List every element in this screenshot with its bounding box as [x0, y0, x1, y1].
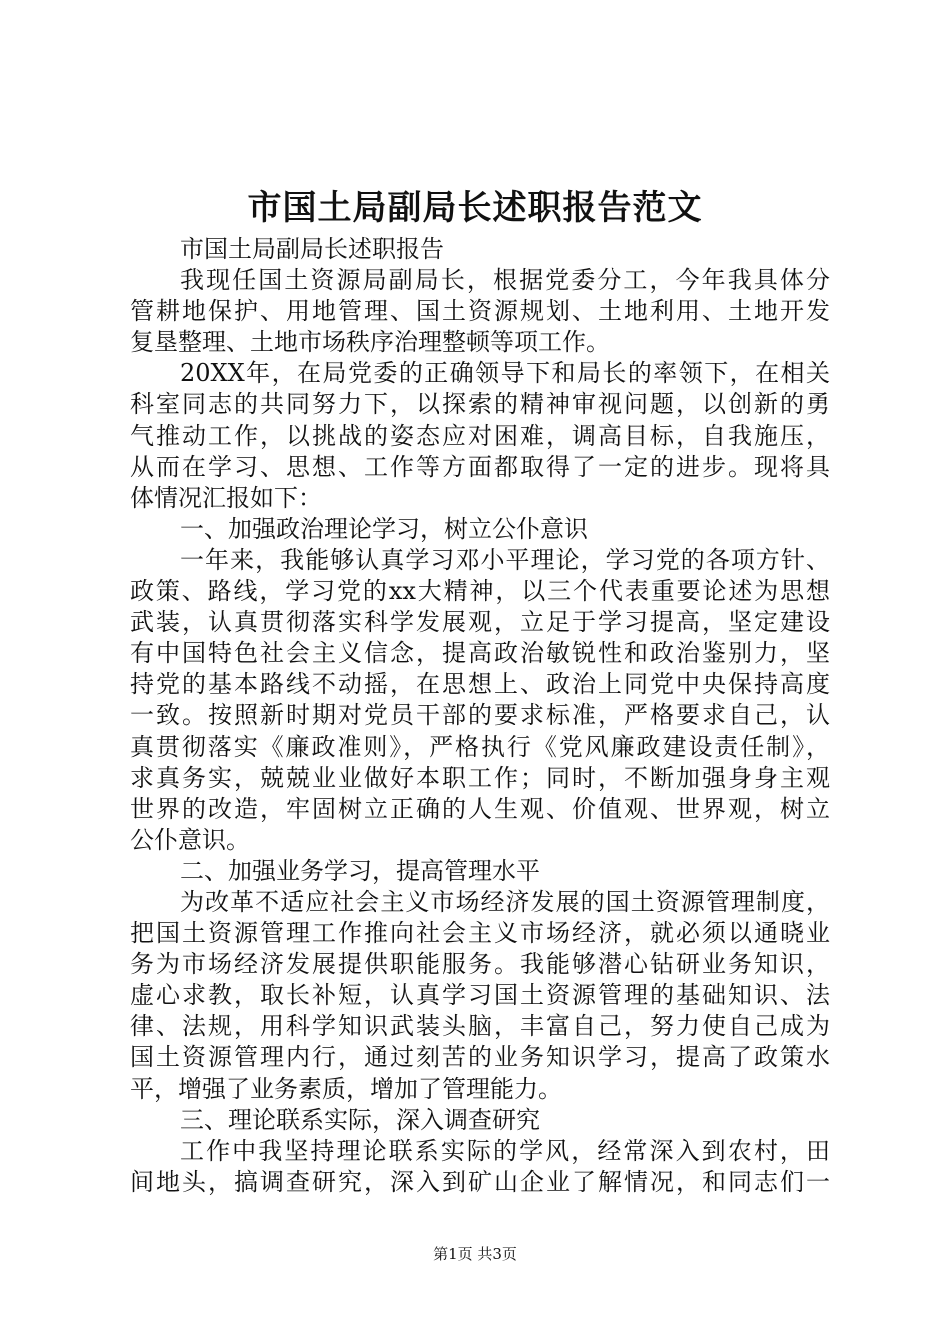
text-line: 气推动工作，以挑战的姿态应对困难，调高目标，自我施压，	[130, 421, 830, 450]
text-line: 律、法规，用科学知识武装头脑，丰富自己，努力使自己成为	[130, 1012, 830, 1041]
text-line: 真贯彻落实《廉政准则》，严格执行《党风廉政建设责任制》，	[130, 732, 830, 761]
text-line: 为改革不适应社会主义市场经济发展的国土资源管理制度，	[180, 887, 830, 916]
text-line: 20XX年，在局党委的正确领导下和局长的率领下，在相关	[180, 359, 830, 388]
text-line: 政策、路线，学习党的xx大精神，以三个代表重要论述为思想	[130, 577, 830, 606]
text-line: 间地头，搞调查研究，深入到矿山企业了解情况，和同志们一	[130, 1167, 830, 1196]
text-line: 管耕地保护、用地管理、国土资源规划、土地利用、土地开发	[130, 297, 830, 326]
text-line: 体情况汇报如下：	[130, 483, 322, 512]
text-line: 二、加强业务学习，提高管理水平	[180, 856, 540, 885]
text-line: 平，增强了业务素质，增加了管理能力。	[130, 1074, 562, 1103]
document-body	[130, 234, 830, 1198]
text-line: 虚心求教，取长补短，认真学习国土资源管理的基础知识、法	[130, 981, 830, 1010]
text-line: 有中国特色社会主义信念，提高政治敏锐性和政治鉴别力，坚	[130, 639, 830, 668]
text-line: 武装，认真贯彻落实科学发展观，立足于学习提高，坚定建设	[130, 608, 830, 637]
text-line: 务为市场经济发展提供职能服务。我能够潜心钻研业务知识，	[130, 950, 830, 979]
text-line: 三、理论联系实际，深入调查研究	[180, 1105, 540, 1134]
text-line: 公仆意识。	[130, 825, 250, 854]
text-line: 市国土局副局长述职报告	[180, 235, 444, 263]
text-line: 持党的基本路线不动摇，在思想上、政治上同党中央保持高度	[130, 670, 830, 699]
text-line: 求真务实，兢兢业业做好本职工作；同时，不断加强身身主观	[130, 763, 830, 792]
text-line: 把国土资源管理工作推向社会主义市场经济，就必须以通晓业	[130, 919, 830, 948]
text-line: 国土资源管理内行，通过刻苦的业务知识学习，提高了政策水	[130, 1043, 830, 1072]
document-title: 市国土局副局长述职报告范文	[247, 188, 703, 228]
text-line: 一、加强政治理论学习，树立公仆意识	[180, 514, 588, 543]
text-line: 工作中我坚持理论联系实际的学风，经常深入到农村，田	[180, 1136, 830, 1165]
text-line: 科室同志的共同努力下，以探索的精神审视问题，以创新的勇	[130, 390, 830, 419]
text-line: 从而在学习、思想、工作等方面都取得了一定的进步。现将具	[130, 452, 830, 481]
text-line: 一年来，我能够认真学习邓小平理论，学习党的各项方针、	[180, 545, 830, 574]
text-line: 我现任国土资源局副局长，根据党委分工，今年我具体分	[180, 266, 830, 295]
text-line: 世界的改造，牢固树立正确的人生观、价值观、世界观，树立	[130, 794, 830, 823]
text-line: 复垦整理、土地市场秩序治理整顿等项工作。	[130, 328, 610, 357]
text-line: 一致。按照新时期对党员干部的要求标准，严格要求自己，认	[130, 701, 830, 730]
page-footer: 第1页 共3页	[433, 1245, 517, 1263]
